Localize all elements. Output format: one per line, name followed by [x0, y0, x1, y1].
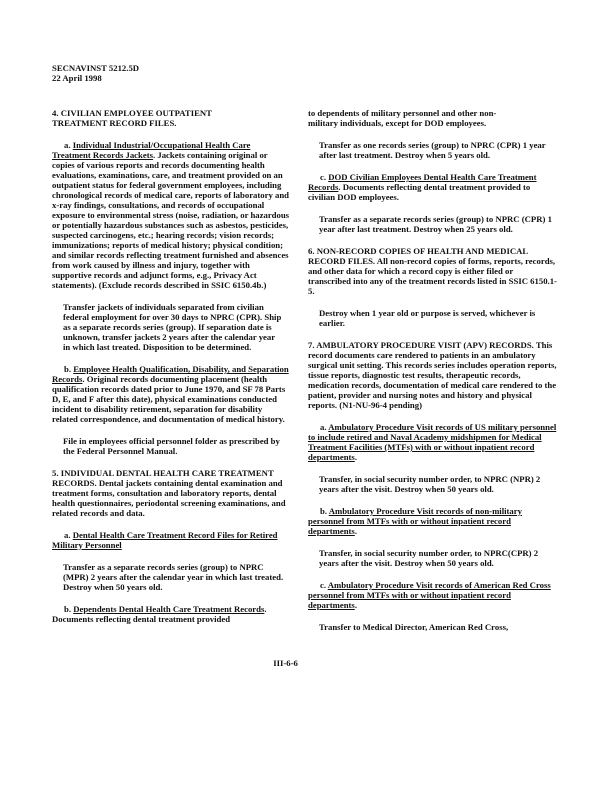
label: c. [320, 172, 329, 182]
page-number: III-6-6 [273, 658, 298, 668]
section-5a-title: Dental Health Care Treatment Record Files for Retired Military Personnel [52, 530, 278, 550]
section-4b-text: . Original records documenting placement (health qualification records dated prior to June 1970, and SF 78 Parts D, E, and F after this date), physical examinations conducted incident to disability retirement, separation for disability related correspondence, and documentation of medical history. [52, 374, 286, 424]
section-5b-continued: to dependents of military personnel and other non-military individuals, except for DOD employees. [308, 108, 497, 128]
section-5-title: 5. INDIVIDUAL DENTAL HEALTH CARE TREATMENT RECORDS. [52, 468, 274, 488]
section-6-disposition: Destroy when 1 year old or purpose is served, whichever is earlier. [319, 308, 536, 328]
section-5-text: Dental jackets containing dental examination and treatment forms, consultation and laboratory reports, dental health questionnaires, periodontal screening examinations, and related records and data. [52, 478, 286, 518]
section-7-title: 7. AMBULATORY PROCEDURE VISIT (APV) RECORDS. [308, 340, 534, 350]
section-7c-disposition: Transfer to Medical Director, American Red Cross, [319, 622, 509, 632]
header [52, 63, 611, 83]
section-5 [52, 468, 290, 518]
section-5b-text: . Documents reflecting dental treatment provided [52, 604, 267, 624]
section-7b [308, 506, 558, 536]
section-7c-title: Ambulatory Procedure Visit records of American Red Cross personnel from MTFs with or without inpatient record departments [308, 580, 551, 610]
period: . [354, 452, 357, 462]
section-4b [52, 364, 290, 424]
label: a. [320, 422, 329, 432]
section-7-text: This record documents care rendered to patients in an ambulatory surgical unit setting. This records series includes operation reports, tissue reports, diagnostic test results, therapeutic records, medication records, documentation of medical care rendered to the patient, provider and nursing notes and history and physical reports. (N1-NU-96-4 pending) [308, 340, 557, 410]
doc-date: 22 April 1998 [52, 73, 102, 83]
label: b. [64, 604, 74, 614]
section-5b [52, 604, 290, 624]
section-6-title: 6. NON-RECORD COPIES OF HEALTH AND MEDICAL RECORD FILES. [308, 246, 528, 266]
period: . [354, 526, 357, 536]
section-5a-disposition: Transfer as a separate records series (group) to NPRC (MPR) 2 years after the calendar year in which last treated. Destroy when 50 years old. [63, 562, 284, 592]
section-7a [308, 422, 558, 462]
label: c. [320, 580, 328, 590]
section-5c [308, 172, 558, 202]
section-4a-disposition: Transfer jackets of individuals separated from civilian federal employment for over 30 days to NPRC (CPR). Ship as a separate records series (group). If separation date is unknown, transfer jackets 2 years after the calendar year in which last treated. Disposition to be determined. [63, 302, 282, 352]
label: a. [64, 530, 73, 540]
two-column-body [0, 108, 611, 644]
section-7a-disposition: Transfer, in social security number order, to NPRC (NPR) 2 years after the visit. Destroy when 50 years old. [319, 474, 541, 494]
section-4b-disposition: File in employees official personnel folder as prescribed by the Federal Personnel Manual. [63, 436, 280, 456]
label: b. [320, 506, 329, 516]
label: a. [64, 140, 73, 150]
section-6 [308, 246, 558, 296]
right-column [308, 108, 558, 644]
section-6-text: All non-record copies of forms, reports, records, and other data for which a record copy is either filed or transcribed into any of the treatment records listed in SSIC 6150.1-5. [308, 256, 557, 296]
section-5c-disposition: Transfer as a separate records series (group) to NPRC (CPR) 1 year after last treatment. Destroy when 25 years old. [319, 214, 552, 234]
section-4a-title: Individual Industrial/Occupational Health Care Treatment Records Jackets [52, 140, 251, 160]
doc-id: SECNAVINST 5212.5D [52, 63, 140, 73]
left-column [52, 108, 290, 644]
section-4a [52, 140, 290, 290]
section-4b-title: Employee Health Qualification, Disability, and Separation Records [52, 364, 289, 384]
section-5c-text: . Documents reflecting dental treatment provided to civilian DOD employees. [308, 182, 531, 202]
section-7c [308, 580, 558, 610]
section-4-title: 4. CIVILIAN EMPLOYEE OUTPATIENT TREATMENT RECORD FILES. [52, 108, 212, 128]
section-5c-title: DOD Civilian Employees Dental Health Care Treatment Records [308, 172, 537, 192]
section-4a-text: . Jackets containing original or copies of various reports and records documenting health evaluations, examinations, care, and treatment provided on an outpatient status for federal government employees, including chronological records of medical care, reports of laboratory and x-ray findings, consultations, and records of occupational exposure to environmental stress (noise, radiation, or hazardous or potentially hazardous substances such as asbestos, pesticides, suspected carcinogens, etc.; hearing records; vision records; immunizations; reports of medical history; physical condition; and similar records reflecting treatment furnished and absences from work caused by illness and injury, together with supportive records and adjunct forms, e.g., Privacy Act statements). (Exclude records described in SSIC 6150.4b.) [52, 150, 290, 290]
section-7 [308, 340, 558, 410]
section-5b-title: Dependents Dental Health Care Treatment Records [73, 604, 265, 614]
section-7a-title: Ambulatory Procedure Visit records of US military personnel to include retired and Naval Academy midshipmen for Medical Treatment Facilities (MTFs) with or without inpatient record departments [308, 422, 557, 462]
section-5a [52, 530, 290, 550]
section-7b-title: Ambulatory Procedure Visit records of non-military personnel from MTFs with or without inpatient record departments [308, 506, 522, 536]
period: . [354, 600, 357, 610]
section-5b-disposition: Transfer as one records series (group) to NPRC (CPR) 1 year after last treatment. Destroy when 5 years old. [319, 140, 546, 160]
section-7b-disposition: Transfer, in social security number order, to NPRC(CPR) 2 years after the visit. Destroy when 50 years old. [319, 548, 539, 568]
label: b. [64, 364, 74, 374]
